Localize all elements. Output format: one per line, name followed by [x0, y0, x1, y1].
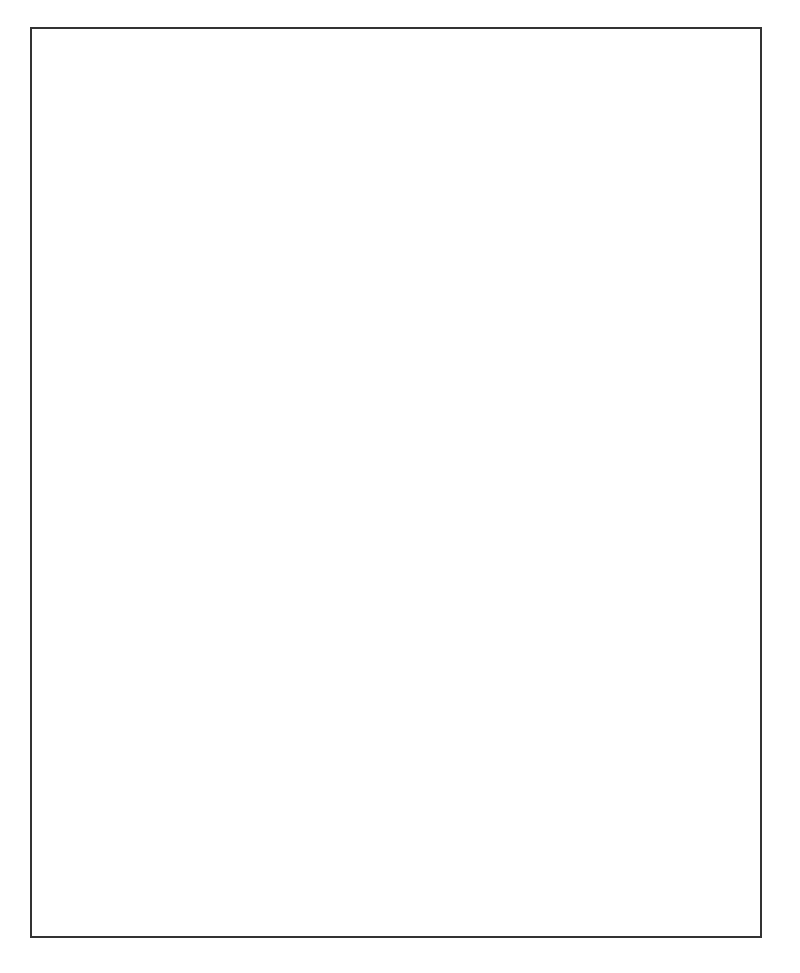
table-frame: [30, 27, 762, 938]
